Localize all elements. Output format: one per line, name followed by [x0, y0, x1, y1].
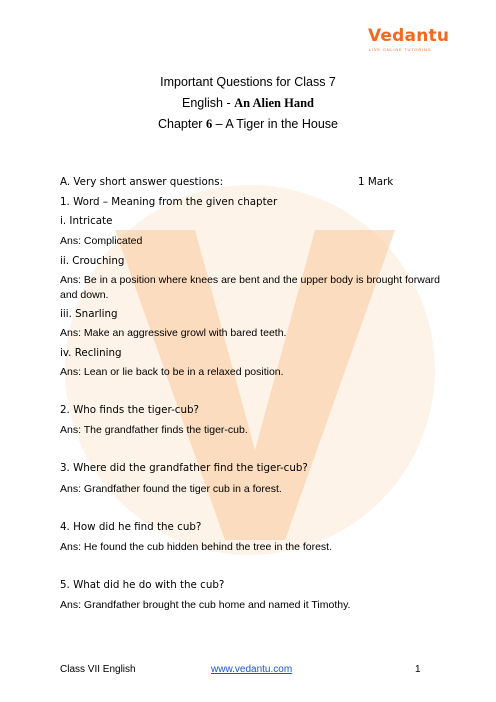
question-2: 2. Who finds the tiger-cub? — [60, 404, 199, 416]
section-marks: 1 Mark — [358, 176, 394, 188]
word-4: iv. Reclining — [60, 347, 122, 359]
answer-word-3: Ans: Make an aggressive growl with bared teeth. — [60, 327, 287, 339]
header-class-line: Important Questions for Class 7 — [160, 75, 336, 89]
header-chapter-line — [0, 117, 496, 132]
question-1: 1. Word – Meaning from the given chapter — [60, 196, 278, 208]
question-4: 4. How did he find the cub? — [60, 521, 202, 533]
answer-word-1: Ans: Complicated — [60, 235, 143, 247]
word-2: ii. Crouching — [60, 255, 125, 267]
footer-website-link[interactable]: www.vedantu.com — [211, 664, 293, 675]
logo-tagline: LIVE ONLINE TUTORING — [369, 47, 432, 52]
header-book-title: An Alien Hand — [234, 96, 314, 110]
word-3: iii. Snarling — [60, 308, 118, 320]
answer-4: Ans: He found the cub hidden behind the tree in the forest. — [60, 541, 333, 553]
header-subject: English - — [182, 96, 235, 110]
question-3: 3. Where did the grandfather find the tiger-cub? — [60, 462, 308, 474]
header-book-line — [0, 96, 496, 111]
header-chapter-title: – A Tiger in the House — [212, 117, 338, 131]
answer-word-2: Ans: Be in a position where knees are bent and the upper body is brought forward and down. — [60, 274, 440, 301]
section-title: A. Very short answer questions: — [60, 176, 224, 188]
question-5: 5. What did he do with the cub? — [60, 579, 225, 591]
answer-3: Ans: Grandfather found the tiger cub in a forest. — [60, 483, 282, 495]
logo-brand: Vedantu — [368, 26, 450, 46]
answer-2: Ans: The grandfather finds the tiger-cub. — [60, 424, 248, 436]
word-1: i. Intricate — [60, 215, 113, 227]
answer-word-4: Ans: Lean or lie back to be in a relaxed position. — [60, 366, 284, 378]
header-chapter-label: Chapter — [158, 117, 206, 131]
footer-page-number: 1 — [415, 664, 421, 675]
header-chapter-number: 6 — [205, 117, 213, 131]
vedantu-logo — [368, 26, 450, 54]
answer-5: Ans: Grandfather brought the cub home and named it Timothy. — [60, 599, 351, 611]
footer-class-label: Class VII English — [60, 664, 136, 675]
